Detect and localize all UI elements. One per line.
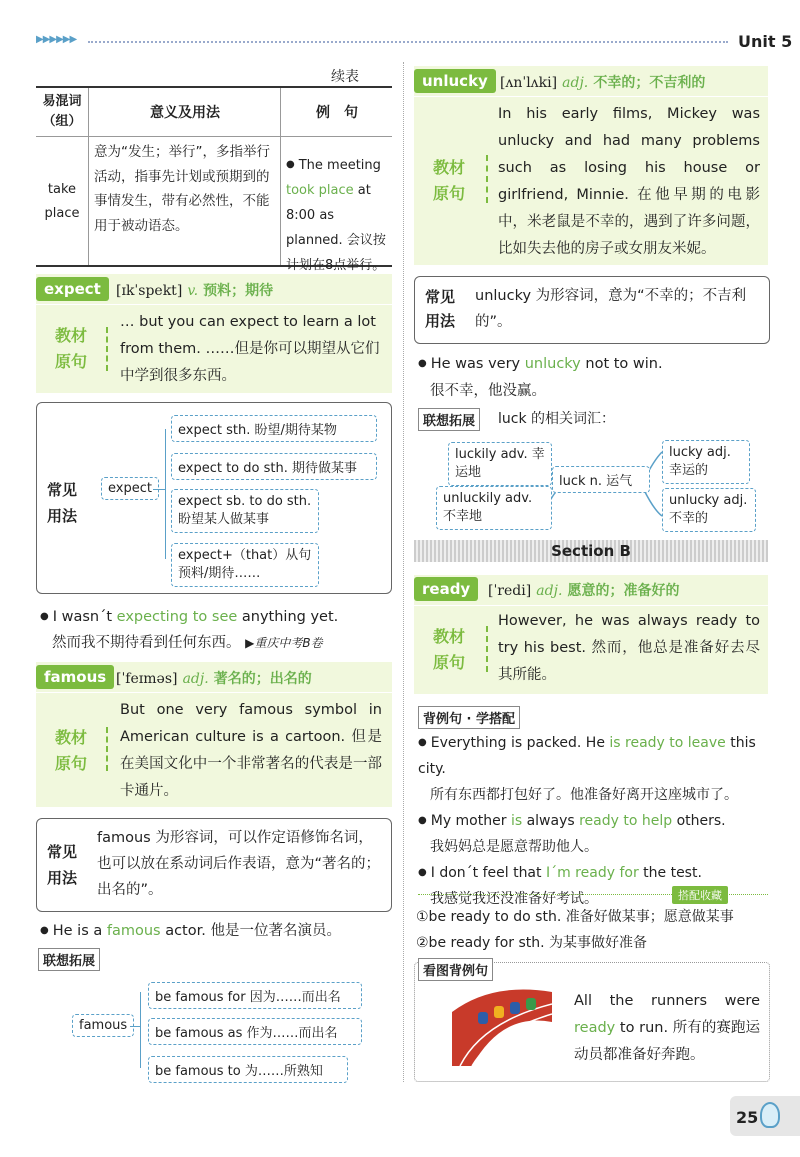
row-word: take place [44,182,80,221]
header-example: 例 句 [316,105,358,121]
mindmap-branch: be famous for 因为……而出名 [148,982,362,1009]
unlucky-example: ● He was very unlucky not to win. 很不幸，他没赢。 [418,350,768,405]
unlucky-textbook-panel [414,97,768,265]
row-meaning: 意为“发生；举行”，多指举行活动，指事先计划或预期到的事情发生，带有必然性，不能用于被动语态。 [94,144,270,234]
luck-left-branch: unluckily adv. 不幸地 [436,486,552,530]
luck-center: luck n. 运气 [552,466,650,493]
comparison-table [36,86,392,273]
famous-example: ● He is a famous actor. 他是一位著名演员。 [40,918,390,944]
mindmap-center: expect [101,477,159,500]
famous-word: famous [36,665,114,689]
expect-example: ● I wasn´t expecting to see anything yet. 然而我不期待看到任何东西。 ▶重庆中考B卷 [40,604,390,656]
page-number: 25 [736,1108,759,1127]
ready-textbook-panel [414,606,768,694]
panel-label: 教材原句 [54,728,87,773]
mindmap-branch: expect to do sth. 期待做某事 [171,453,377,480]
unit-title: Unit 5 [738,32,793,51]
unlucky-assoc-text: luck 的相关词汇： [498,411,616,427]
example-item: ● My mother is always ready to help others. [418,808,768,834]
unlucky-entry: [ʌnˈlʌki] adj. 不幸的；不吉利的 [500,75,706,91]
collocation-item: ①be ready to do sth. 准备好做某事；愿意做某事 [416,909,734,925]
unlucky-usage-box [414,276,770,344]
panel-label: 教材原句 [54,326,87,371]
usage-label: 常见用法 [47,843,78,887]
expect-word: expect [36,277,109,301]
famous-textbook-panel [36,693,392,807]
famous-assoc-label: 联想拓展 [38,948,100,971]
source-tag: ▶重庆中考B卷 [245,636,323,650]
panel-text: However, he was always ready to try his best. 然而，他总是准备好去尽其所能。 [498,613,760,683]
famous-usage-box [36,818,392,912]
usage-label: 常见用法 [47,481,78,525]
mindmap-branch: expect+（that）从句 预料/期待…… [171,543,319,587]
section-b-bar [414,540,768,562]
table-header-row [36,88,392,137]
header-arrows: ▶▶▶▶▶▶ [36,34,77,45]
luck-right-branch: lucky adj. 幸运的 [662,440,750,484]
lightbulb-icon [760,1102,780,1128]
panel-label: 教材原句 [432,627,465,672]
collocations [416,904,770,956]
header-meaning: 意义及用法 [150,105,220,121]
ready-entry: [ˈredi] adj. 愿意的；准备好的 [488,583,680,599]
usage-text: unlucky 为形容词，意为“不幸的；不吉利的”。 [475,288,747,330]
ready-examples-label: 背例句 · 学搭配 [418,706,520,729]
famous-entry: [ˈfeɪməs] adj. 著名的；出名的 [116,671,312,687]
example-item: ● Everything is packed. He is ready to leave this city. [418,730,768,782]
collect-label: 搭配收藏 [672,886,728,904]
section-b-title: Section B [551,542,631,560]
ready-word: ready [414,577,478,601]
picture-label: 看图背例句 [418,958,493,981]
expect-usage-box [36,402,392,594]
panel-text: … but you can expect to learn a lot from them. ……但是你可以期望从它们中学到很多东西。 [120,314,380,384]
panel-text: In his early films, Mickey was unlucky and had many problems such as losing his house or girlfriend, Minnie. 在他早期的电影中，米老鼠是不幸的，遇到了许多问题，比如失去他的房子或女朋友米妮。 [498,106,760,257]
ready-examples: ● Everything is packed. He is ready to leave this city. 所有东西都打包好了。他准备好离开这座城市了。 ● My mother is always ready to help others. 我妈妈总是愿意帮助他人。 ● I don´t feel that I´m ready for the test. 我感觉我还没准备好考试。 [418,730,768,912]
usage-label: 常见用法 [425,288,456,330]
collocation-item: ②be ready for sth. 为某事做好准备 [416,935,648,951]
panel-label: 教材原句 [432,158,465,203]
panel-text: But one very famous symbol in American culture is a cartoon. 但是在美国文化中一个非常著名的代表是一部卡通片。 [120,702,382,799]
column-divider [403,62,404,1082]
continue-label: 续表 [331,69,359,85]
runners-illustration [452,982,552,1066]
expect-textbook-panel [36,305,392,393]
mindmap-branch: be famous as 作为……而出名 [148,1018,362,1045]
expect-entry: [ɪkˈspekt] v. 预料；期待 [116,283,274,299]
usage-text: famous 为形容词，可以作定语修饰名词，也可以放在系动词后作表语，意为“著名的；出名的”。 [97,830,381,898]
unlucky-assoc-label: 联想拓展 [418,408,480,431]
header-dotted-line [88,41,728,43]
mindmap-center: famous [72,1014,134,1037]
mindmap-branch: expect sth. 盼望/期待某物 [171,415,377,442]
luck-left-branch: luckily adv. 幸运地 [448,442,552,486]
row-example: ● The meeting took place at 8:00 as planned. 会议按计划在8点举行。 [286,152,388,278]
mindmap-branch: expect sb. to do sth. 盼望某人做某事 [171,489,319,533]
header-word: 易混词（组） [42,94,82,129]
picture-text: All the runners were ready to run. 所有的赛跑运动员都准备好奔跑。 [574,993,760,1063]
unlucky-word: unlucky [414,69,496,93]
example-item: ● I don´t feel that I´m ready for the test. [418,860,768,886]
luck-right-branch: unlucky adj. 不幸的 [662,488,756,532]
mindmap-branch: be famous to 为……所熟知 [148,1056,348,1083]
